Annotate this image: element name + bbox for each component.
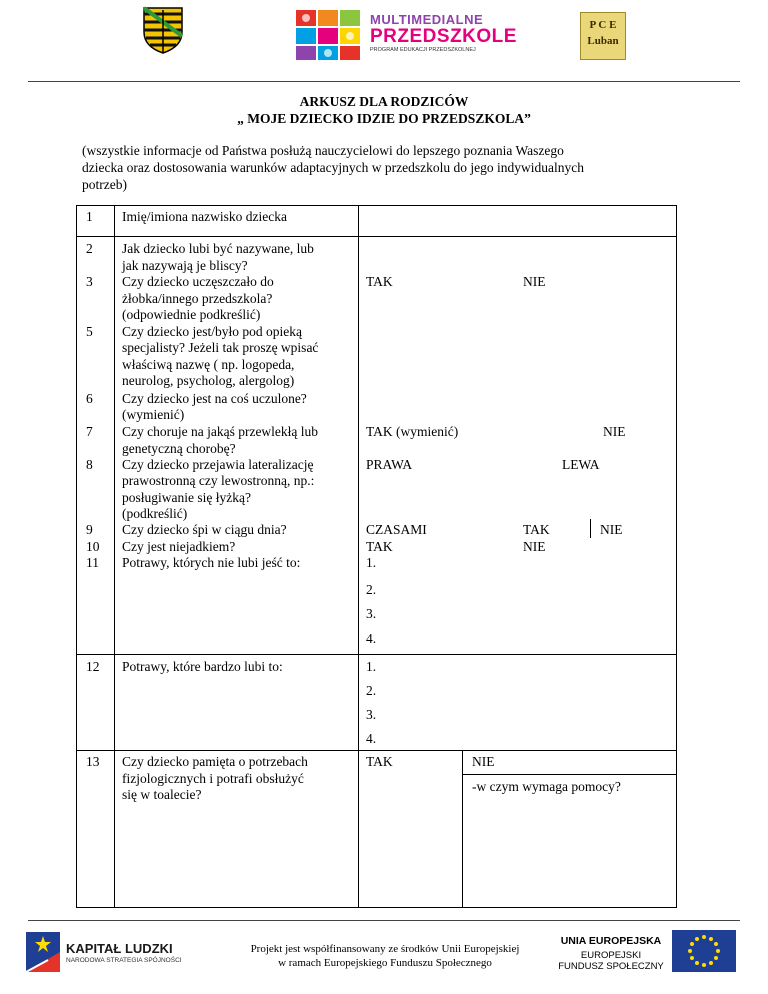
eu-line2: EUROPEJSKI [580, 950, 642, 961]
kapital-ludzki-logo [24, 928, 62, 976]
footer-divider [28, 920, 740, 921]
intro-paragraph [82, 142, 702, 193]
table-border-bottom [76, 907, 677, 908]
row-number: 5 [86, 324, 93, 339]
row-number: 2 [86, 241, 93, 256]
question-text: posługiwanie się łyżką? [122, 490, 251, 505]
question-text: Czy jest niejadkiem? [122, 539, 236, 554]
puzzle-hands-logo [294, 8, 364, 62]
list-item[interactable]: 3. [366, 606, 377, 621]
question-text: Czy choruje na jakąś przewlekłą lub [122, 424, 319, 439]
row-divider [76, 750, 677, 751]
intro-line: (wszystkie informacje od Państwa posłużą nauczycielowi do lepszego poznania Waszego [82, 143, 564, 158]
answer-option-lewa[interactable]: LEWA [562, 457, 600, 472]
table-border-top [76, 205, 677, 206]
question-text: Czy dziecko przejawia lateralizację [122, 457, 314, 472]
list-item[interactable]: 1. [366, 659, 377, 674]
row-number: 13 [86, 754, 100, 769]
answer-option-nie[interactable]: NIE [603, 424, 626, 439]
help-needed-label[interactable]: -w czym wymaga pomocy? [472, 779, 621, 794]
pce-luban-logo [580, 12, 626, 60]
row-number: 8 [86, 457, 93, 472]
answer-option-nie[interactable]: NIE [523, 539, 546, 554]
row-number: 12 [86, 659, 100, 674]
kl-line1: KAPITAŁ LUDZKI [66, 941, 173, 956]
coat-of-arms-logo [142, 6, 184, 54]
answer-option-tak[interactable]: TAK [366, 274, 393, 289]
question-text: Czy dziecko uczęszczało do [122, 274, 274, 289]
table-border-right [676, 205, 677, 908]
row-number: 9 [86, 522, 93, 537]
row13-help-divider [462, 774, 676, 775]
question-text: Potrawy, które bardzo lubi to: [122, 659, 283, 674]
eu-fund-text [556, 935, 666, 972]
row-number: 11 [86, 555, 99, 570]
kapital-ludzki-text [66, 941, 182, 964]
list-item[interactable]: 3. [366, 707, 377, 722]
question-text: fizjologicznych i potrafi obsłużyć [122, 771, 304, 786]
answer-option-prawa[interactable]: PRAWA [366, 457, 413, 472]
answer-option-tak[interactable]: TAK [523, 522, 550, 537]
row-number: 10 [86, 539, 100, 554]
answer-option-tak-wymienic[interactable]: TAK (wymienić) [366, 424, 459, 439]
question-text: Imię/imiona nazwisko dziecka [122, 209, 287, 224]
list-item[interactable]: 1. [366, 555, 377, 570]
question-text: Jak dziecko lubi być nazywane, lub [122, 241, 314, 256]
list-item[interactable]: 4. [366, 631, 377, 646]
answer-option-nie[interactable]: NIE [523, 274, 546, 289]
pce-line1: P C E [589, 19, 617, 31]
answer-option-tak[interactable]: TAK [366, 539, 393, 554]
multimedia-logo-text [370, 12, 517, 53]
header-divider [28, 81, 740, 82]
question-text: właściwą nazwę ( np. logopeda, [122, 357, 295, 372]
question-text: jak nazywają je bliscy? [122, 258, 248, 273]
project-line1: Projekt jest współfinansowany ze środków Unii Europejskiej [250, 943, 520, 955]
list-item[interactable]: 2. [366, 683, 377, 698]
row-number: 1 [86, 209, 93, 224]
question-text: Czy dziecko pamięta o potrzebach [122, 754, 308, 769]
question-text: specjalisty? Jeżeli tak proszę wpisać [122, 340, 319, 355]
document-title-line2: „ MOJE DZIECKO IDZIE DO PRZEDSZKOLA” [237, 111, 531, 126]
eu-line1: UNIA EUROPEJSKA [560, 935, 662, 947]
question-text: (wymienić) [122, 407, 185, 422]
table-column-divider-question [358, 205, 359, 908]
row-divider [76, 236, 677, 237]
question-text: żłobka/innego przedszkola? [122, 291, 273, 306]
answer-option-nie[interactable]: NIE [472, 754, 495, 769]
answer-option-czasami[interactable]: CZASAMI [366, 522, 427, 537]
row-number: 3 [86, 274, 93, 289]
kl-line2: NARODOWA STRATEGIA SPÓJNOŚCI [66, 957, 182, 964]
question-text: Czy dziecko jest/było pod opieką [122, 324, 302, 339]
row9-answer-divider [590, 519, 591, 538]
project-funding-note [220, 942, 550, 970]
question-text: Czy dziecko śpi w ciągu dnia? [122, 522, 287, 537]
question-text: Czy dziecko jest na coś uczulone? [122, 391, 307, 406]
table-border-left [76, 205, 77, 908]
list-item[interactable]: 4. [366, 731, 377, 746]
table-column-divider-num [114, 205, 115, 908]
question-text: neurolog, psycholog, alergolog) [122, 373, 295, 388]
project-line2: w ramach Europejskiego Funduszu Społecznego [278, 957, 492, 969]
multimedia-line1: MULTIMEDIALNE [370, 12, 484, 27]
row-divider [76, 654, 677, 655]
row-number: 7 [86, 424, 93, 439]
question-text: Potrawy, których nie lubi jeść to: [122, 555, 301, 570]
document-title-line1: ARKUSZ DLA RODZICÓW [299, 94, 469, 109]
row-number: 6 [86, 391, 93, 406]
list-item[interactable]: 2. [366, 582, 377, 597]
multimedia-line2: PRZEDSZKOLE [370, 26, 517, 47]
question-text: genetyczną chorobę? [122, 441, 236, 456]
question-text: (odpowiednie podkreślić) [122, 307, 261, 322]
eu-line3: FUNDUSZ SPOŁECZNY [558, 961, 664, 972]
intro-line: potrzeb) [82, 177, 127, 192]
question-text: prawostronną czy lewostronną, np.: [122, 473, 315, 488]
multimedia-line3: PROGRAM EDUKACJI PRZEDSZKOLNEJ [370, 47, 476, 53]
pce-line2: Luban [587, 35, 619, 47]
answer-option-tak[interactable]: TAK [366, 754, 393, 769]
answer-option-nie[interactable]: NIE [600, 522, 623, 537]
eu-flag-icon [672, 930, 736, 972]
question-text: (podkreślić) [122, 506, 188, 521]
intro-line: dziecka oraz dostosowania warunków adaptacyjnych w przedszkolu do jego indywidualnych [82, 160, 584, 175]
question-text: się w toalecie? [122, 787, 202, 802]
